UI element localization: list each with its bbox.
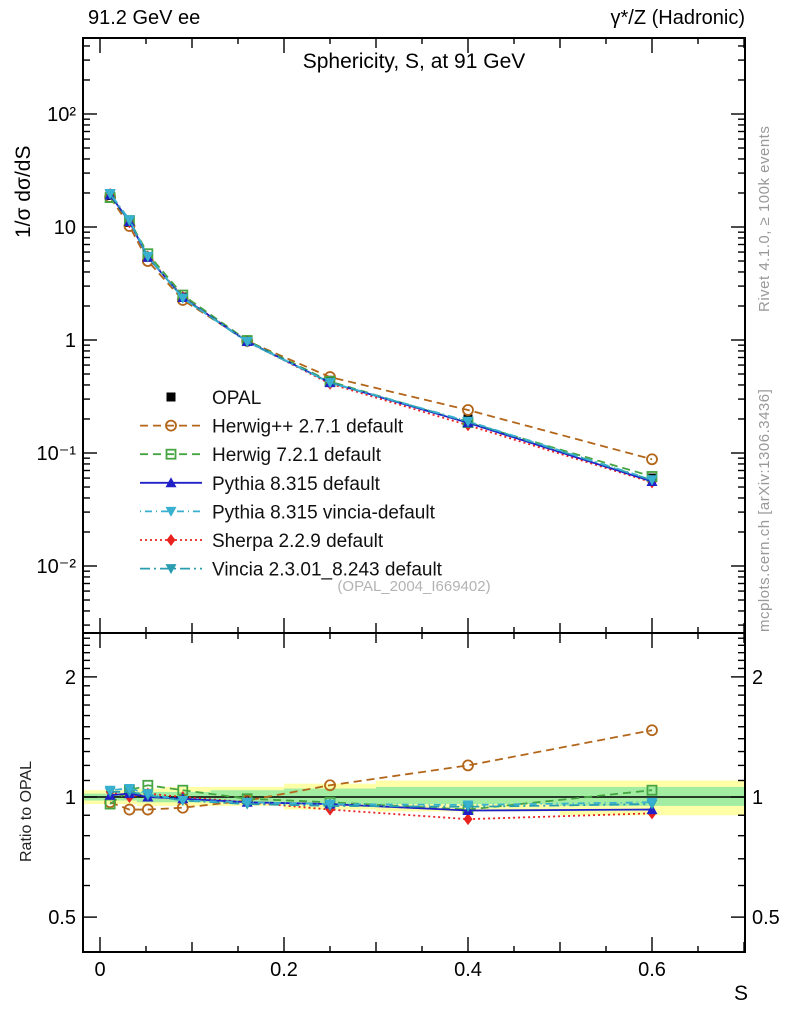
- axis-tick-labels: [37, 104, 780, 981]
- series-herwig7: [106, 193, 657, 481]
- svg-text:0: 0: [94, 959, 106, 981]
- process-label: γ*/Z (Hadronic): [610, 7, 745, 29]
- mcplots-credit-label: mcplots.cern.ch [arXiv:1306.3436]: [756, 388, 773, 632]
- svg-text:2: 2: [752, 666, 764, 689]
- legend-item: [140, 417, 404, 438]
- svg-text:0.2: 0.2: [270, 959, 298, 981]
- svg-text:1: 1: [752, 787, 764, 809]
- legend-item-label: Herwig 7.2.1 default: [212, 445, 381, 467]
- series-pythia_vincia: [105, 189, 658, 485]
- legend-item: [167, 388, 262, 409]
- svg-text:2: 2: [64, 666, 76, 689]
- analysis-id-watermark: (OPAL_2004_I669402): [337, 578, 491, 595]
- y-axis-label: 1/σ dσ/dS: [12, 145, 35, 238]
- legend-item-label: Pythia 8.315 vincia-default: [212, 502, 435, 524]
- legend-item: [140, 560, 443, 581]
- series-opal: [106, 191, 657, 483]
- legend-item-label: OPAL: [212, 388, 262, 409]
- svg-text:10²: 10²: [47, 104, 76, 126]
- svg-text:0.6: 0.6: [638, 959, 666, 981]
- legend-item-label: Vincia 2.3.01_8.243 default: [212, 559, 442, 581]
- svg-text:0.5: 0.5: [752, 907, 780, 930]
- svg-text:10: 10: [53, 217, 76, 239]
- beam-energy-label: 91.2 GeV ee: [88, 7, 201, 29]
- legend-item: [140, 445, 382, 466]
- rivet-version-label: Rivet 4.1.0, ≥ 100k events: [756, 125, 773, 312]
- series-sherpa: [106, 188, 657, 488]
- main-panel-frame: [83, 38, 745, 633]
- ratio-y-axis-label: Ratio to OPAL: [18, 760, 35, 862]
- legend-item: [140, 474, 381, 495]
- svg-text:0.4: 0.4: [454, 959, 482, 981]
- series-vincia: [105, 189, 658, 485]
- legend-item-label: Sherpa 2.2.9 default: [212, 531, 384, 552]
- legend-item: [140, 502, 436, 523]
- svg-text:10⁻¹: 10⁻¹: [36, 443, 76, 465]
- svg-text:10⁻²: 10⁻²: [36, 556, 76, 578]
- x-axis-label: S: [733, 982, 748, 1005]
- legend-item-label: Herwig++ 2.7.1 default: [212, 416, 404, 438]
- main-series: [105, 188, 658, 488]
- svg-text:1: 1: [64, 787, 76, 809]
- svg-text:0.5: 0.5: [48, 907, 76, 930]
- legend-item-label: Pythia 8.315 default: [212, 473, 380, 495]
- svg-text:1: 1: [64, 330, 76, 352]
- legend-item: [140, 531, 384, 552]
- series-pythia: [105, 189, 658, 485]
- legend: [140, 388, 443, 581]
- plot-title: Sphericity, S, at 91 GeV: [302, 50, 526, 73]
